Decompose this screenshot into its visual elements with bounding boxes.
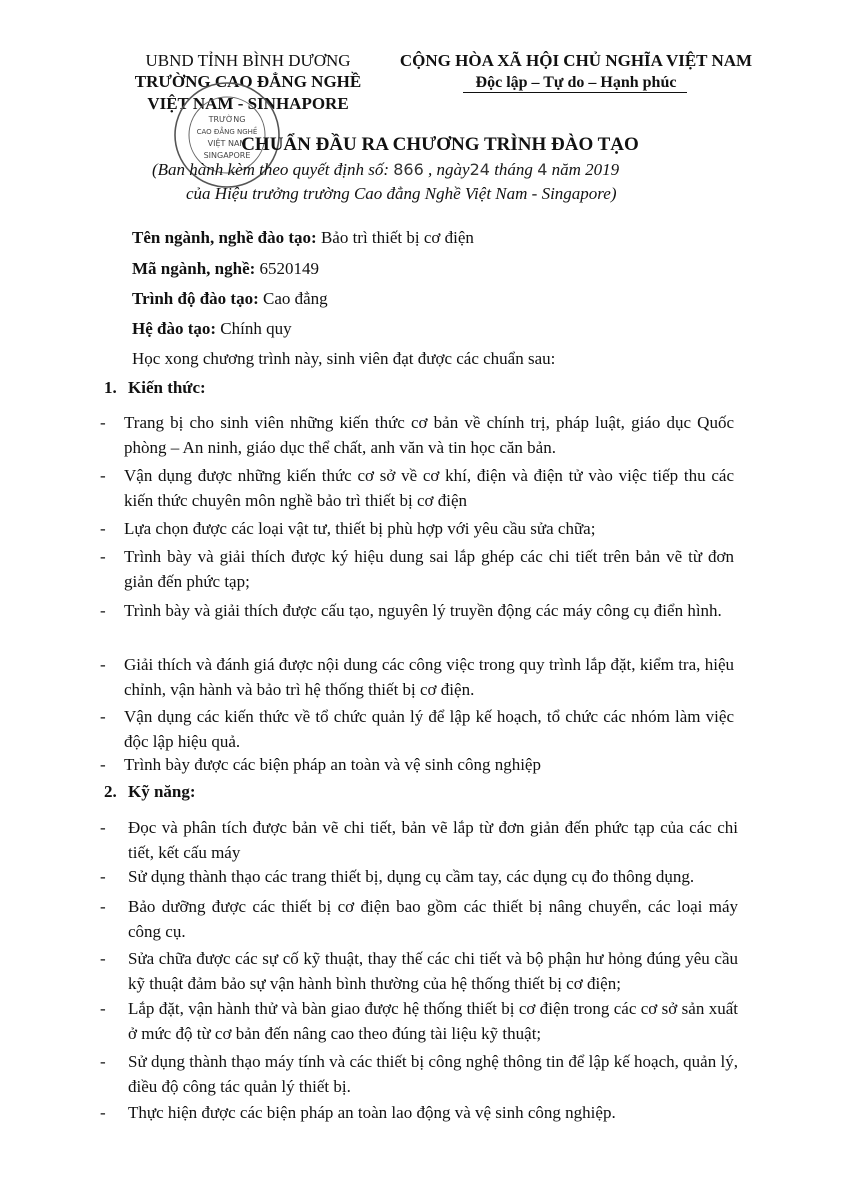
intro-text: Học xong chương trình này, sinh viên đạt được các chuẩn sau: xyxy=(132,349,556,368)
info-level-label: Trình độ đào tạo: xyxy=(132,289,259,308)
list-item-text: Sử dụng thành thạo các trang thiết bị, dụng cụ cầm tay, các dụng cụ đo thông dụng. xyxy=(128,867,695,886)
section-heading-skills xyxy=(104,782,196,802)
list-item xyxy=(100,894,740,944)
list-item xyxy=(100,463,740,513)
info-major-label: Tên ngành, nghề đào tạo: xyxy=(132,228,317,247)
list-item-text: Đọc và phân tích được bản vẽ chi tiết, bản vẽ lắp từ đơn giản đến phức tạp của các chi tiết, kết cấu máy xyxy=(128,818,738,862)
list-item-text: Lựa chọn được các loại vật tư, thiết bị phù hợp với yêu cầu sửa chữa; xyxy=(124,519,596,538)
bullet-dash: - xyxy=(100,999,106,1018)
bullet-dash: - xyxy=(100,547,106,566)
list-item-text: Vận dụng các kiến thức về tổ chức quản lý để lập kế hoạch, tổ chức các nhóm làm việc độc lập hiệu quả. xyxy=(124,707,734,751)
list-item xyxy=(100,598,740,648)
list-item-text: Trình bày và giải thích được ký hiệu dung sai lắp ghép các chi tiết trên bản vẽ từ đơn giản đến phức tạp; xyxy=(124,547,734,591)
issuer-line-1: UBND TỈNH BÌNH DƯƠNG xyxy=(145,51,351,70)
list-item-text: Sử dụng thành thạo máy tính và các thiết bị công nghệ thông tin để lập kế hoạch, quản lý, điều độ công tác quản lý thiết bị. xyxy=(128,1052,738,1096)
list-item xyxy=(100,1100,740,1125)
motto: Độc lập – Tự do – Hạnh phúc xyxy=(475,74,677,91)
bullet-dash: - xyxy=(100,707,106,726)
list-item-text: Trình bày và giải thích được cấu tạo, nguyên lý truyền động các máy công cụ điển hình. xyxy=(124,601,722,620)
list-item xyxy=(100,946,740,996)
stamp-text-4: SINGAPORE xyxy=(203,151,251,160)
decision-line-2: của Hiệu trưởng trường Cao đẳng Nghề Việt Nam - Singapore) xyxy=(186,184,617,203)
decision-text-3: tháng xyxy=(489,160,538,179)
info-major xyxy=(132,228,474,248)
list-item-text: Trình bày được các biện pháp an toàn và vệ sinh công nghiệp xyxy=(124,755,541,774)
stamp-text-2: CAO ĐẲNG NGHỀ xyxy=(196,128,258,136)
list-item-text: Thực hiện được các biện pháp an toàn lao động và vệ sinh công nghiệp. xyxy=(128,1103,616,1122)
decision-number: 866 xyxy=(393,160,424,179)
list-item-text: Giải thích và đánh giá được nội dung các công việc trong quy trình lắp đặt, kiểm tra, hiệu chỉnh, vận hành và bảo trì hệ thống thiết bị cơ điện. xyxy=(124,655,734,699)
list-item-text: Trang bị cho sinh viên những kiến thức cơ bản về chính trị, pháp luật, giáo dục Quốc phòng – An ninh, giáo dục thể chất, anh văn và tin học căn bản. xyxy=(124,413,734,457)
decision-month: 4 xyxy=(537,160,548,179)
bullet-dash: - xyxy=(100,601,106,620)
list-item xyxy=(100,704,740,754)
country-name: CỘNG HÒA XÃ HỘI CHỦ NGHĨA VIỆT NAM xyxy=(399,51,753,70)
bullet-dash: - xyxy=(100,466,106,485)
info-code-label: Mã ngành, nghề: xyxy=(132,259,256,278)
page-title: CHUẨN ĐẦU RA CHƯƠNG TRÌNH ĐÀO TẠO xyxy=(241,134,639,155)
section-number: 2. xyxy=(104,782,117,801)
decision-line xyxy=(152,160,712,180)
list-item xyxy=(100,996,740,1046)
info-code xyxy=(132,259,319,279)
info-system-label: Hệ đào tạo: xyxy=(132,319,217,338)
decision-text-1: (Ban hành kèm theo quyết định số: xyxy=(152,160,394,179)
list-item-text: Sửa chữa được các sự cố kỹ thuật, thay thế các chi tiết và bộ phận hư hỏng đúng yêu cầu kỹ thuật đảm bảo sự vận hành bình thường của hệ thống thiết bị cơ điện; xyxy=(128,949,738,993)
national-motto-block xyxy=(384,50,768,94)
list-item xyxy=(100,544,740,594)
list-item xyxy=(100,516,740,541)
section-title: Kiến thức: xyxy=(128,378,206,397)
stamp-text-3: VIỆT NAM xyxy=(207,139,247,148)
info-system xyxy=(132,319,292,339)
info-system-value: Chính quy xyxy=(216,319,292,338)
info-level-value: Cao đẳng xyxy=(258,289,328,308)
bullet-dash: - xyxy=(100,867,106,886)
list-item-text: Bảo dưỡng được các thiết bị cơ điện bao gồm các thiết bị nâng chuyển, các loại máy công cụ. xyxy=(128,897,738,941)
issuer-line-2: TRƯỜNG CAO ĐẲNG NGHỀ xyxy=(134,72,362,91)
bullet-dash: - xyxy=(100,519,106,538)
decision-text-4: năm 2019 xyxy=(547,160,620,179)
motto-underline xyxy=(463,92,687,93)
list-item xyxy=(100,815,740,865)
decision-day: 24 xyxy=(469,160,490,179)
list-item xyxy=(100,864,740,889)
section-heading-knowledge xyxy=(104,378,206,398)
stamp-text-1: TRƯỜNG xyxy=(208,115,246,124)
section-title: Kỹ năng: xyxy=(128,782,196,801)
decision-text-2: , ngày xyxy=(423,160,470,179)
list-item-text: Lắp đặt, vận hành thử và bàn giao được hệ thống thiết bị cơ điện trong các cơ sở sản xuất ở mức độ từ cơ bản đến nâng cao theo đúng tài liệu kỹ thuật; xyxy=(128,999,738,1043)
bullet-dash: - xyxy=(100,413,106,432)
bullet-dash: - xyxy=(100,1052,106,1071)
info-level xyxy=(132,289,328,309)
bullet-dash: - xyxy=(100,818,106,837)
list-item xyxy=(100,1049,740,1099)
section-number: 1. xyxy=(104,378,117,397)
bullet-dash: - xyxy=(100,897,106,916)
info-major-value: Bảo trì thiết bị cơ điện xyxy=(316,228,474,247)
list-item xyxy=(100,410,740,460)
info-code-value: 6520149 xyxy=(255,259,320,278)
bullet-dash: - xyxy=(100,655,106,674)
bullet-dash: - xyxy=(100,949,106,968)
list-item xyxy=(100,752,740,777)
issuer-line-3: VIỆT NAM - SINHAPORE xyxy=(147,94,349,113)
list-item-text: Vận dụng được những kiến thức cơ sở về cơ khí, điện và điện tử vào việc tiếp thu các kiến thức chuyên môn nghề bảo trì thiết bị cơ điện xyxy=(124,466,734,510)
list-item xyxy=(100,652,740,702)
bullet-dash: - xyxy=(100,755,106,774)
bullet-dash: - xyxy=(100,1103,106,1122)
